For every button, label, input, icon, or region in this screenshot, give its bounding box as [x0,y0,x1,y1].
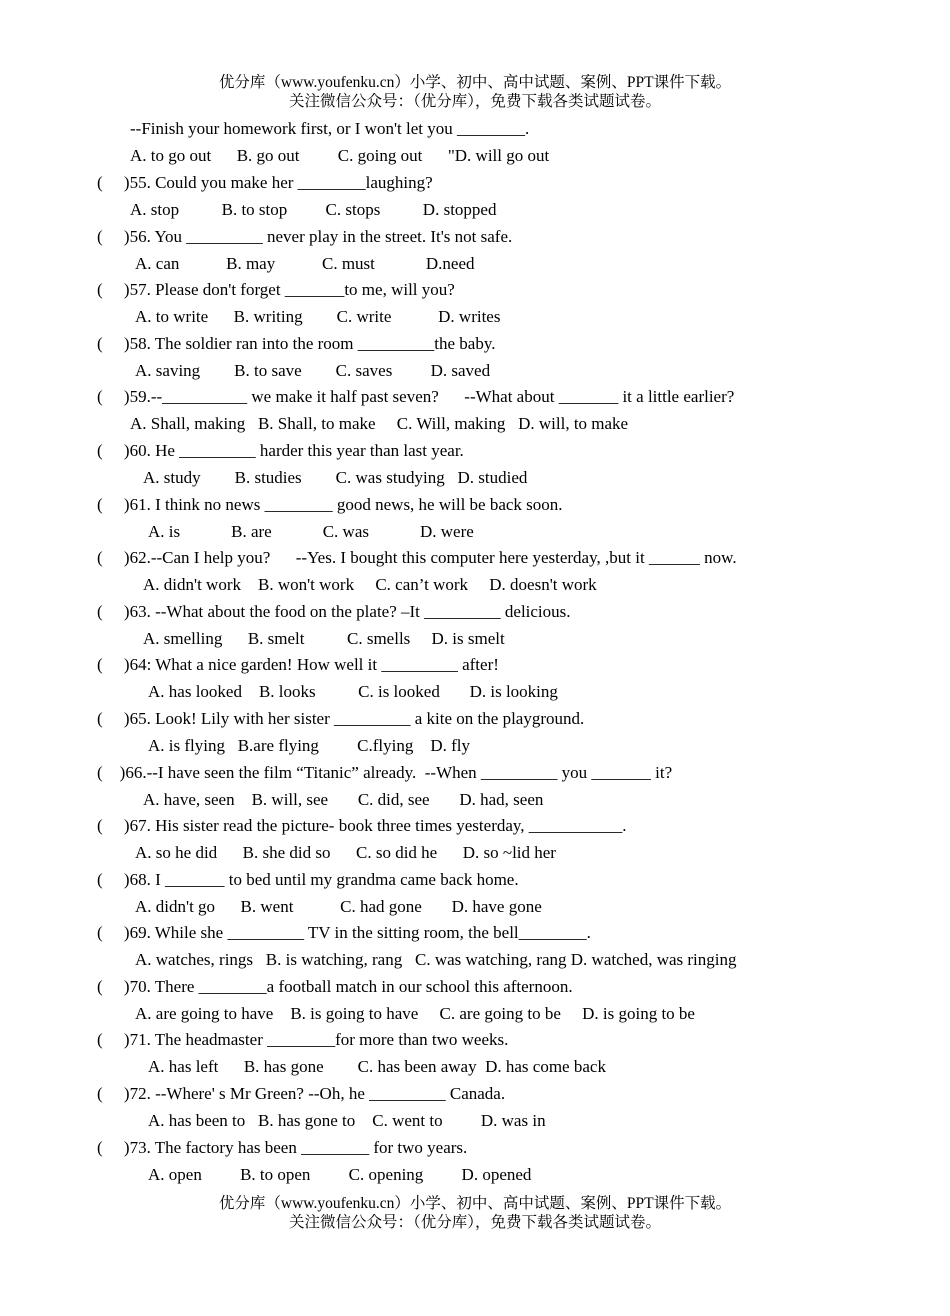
question-65: ( )65. Look! Lily with her sister _________ a kite on the playground. [97,709,585,728]
options-69: A. watches, rings B. is watching, rang C. was watching, rang D. watched, was ringing [135,950,737,969]
header-line-1: 优分库（www.youfenku.cn）小学、初中、高中试题、案例、PPT课件下载。 [218,74,732,91]
question-62: ( )62.--Can I help you? --Yes. I bought this computer here yesterday, ,but it ______ now. [97,548,737,567]
question-56: ( )56. You _________ never play in the street. It's not safe. [97,227,513,246]
options-66: A. have, seen B. will, see C. did, see D. had, seen [143,790,544,809]
options-68: A. didn't go B. went C. had gone D. have gone [135,897,542,916]
header-line-2: 关注微信公众号：（优分库），免费下载各类试题试卷。 [288,93,661,110]
question-64: ( )64: What a nice garden! How well it _________ after! [97,655,499,674]
question-60: ( )60. He _________ harder this year than last year. [97,441,464,460]
options-56: A. can B. may C. must D.need [135,254,475,273]
question-55: ( )55. Could you make her ________laughing? [97,173,433,192]
options-65: A. is flying B.are flying C.flying D. fly [148,736,471,755]
options-70: A. are going to have B. is going to have C. are going to be D. is going to be [135,1004,695,1023]
question-71: ( )71. The headmaster ________for more than two weeks. [97,1030,509,1049]
question-59: ( )59.--__________ we make it half past seven? --What about _______ it a little earlier? [97,387,735,406]
question-63: ( )63. --What about the food on the plate? –It _________ delicious. [97,602,571,621]
options-60: A. study B. studies C. was studying D. studied [143,468,528,487]
options-64: A. has looked B. looks C. is looked D. is looking [148,682,558,701]
options-73: A. open B. to open C. opening D. opened [148,1165,532,1184]
options-58: A. saving B. to save C. saves D. saved [135,361,491,380]
footer-line-2: 关注微信公众号：（优分库），免费下载各类试题试卷。 [288,1214,661,1231]
options-57: A. to write B. writing C. write D. writes [135,307,501,326]
question-58: ( )58. The soldier ran into the room _________the baby. [97,334,496,353]
options-72: A. has been to B. has gone to C. went to D. was in [148,1111,546,1130]
question-70: ( )70. There ________a football match in our school this afternoon. [97,977,573,996]
intro-options: A. to go out B. go out C. going out "D. will go out [130,146,550,165]
footer-line-1: 优分库（www.youfenku.cn）小学、初中、高中试题、案例、PPT课件下载。 [218,1195,732,1212]
options-63: A. smelling B. smelt C. smells D. is smelt [143,629,505,648]
question-69: ( )69. While she _________ TV in the sitting room, the bell________. [97,923,591,942]
options-61: A. is B. are C. was D. were [148,522,474,541]
options-71: A. has left B. has gone C. has been away D. has come back [148,1057,606,1076]
question-57: ( )57. Please don't forget _______to me, will you? [97,280,455,299]
question-72: ( )72. --Where' s Mr Green? --Oh, he _________ Canada. [97,1084,506,1103]
question-67: ( )67. His sister read the picture- book three times yesterday, ___________. [97,816,627,835]
options-55: A. stop B. to stop C. stops D. stopped [130,200,497,219]
options-59: A. Shall, making B. Shall, to make C. Will, making D. will, to make [130,414,629,433]
options-62: A. didn't work B. won't work C. can’t work D. doesn't work [143,575,597,594]
question-61: ( )61. I think no news ________ good news, he will be back soon. [97,495,563,514]
intro-question: --Finish your homework first, or I won't let you ________. [130,119,530,138]
options-67: A. so he did B. she did so C. so did he D. so ~lid her [135,843,556,862]
question-66: ( )66.--I have seen the film “Titanic” already. --When _________ you _______ it? [97,763,673,782]
question-68: ( )68. I _______ to bed until my grandma came back home. [97,870,519,889]
question-73: ( )73. The factory has been ________ for two years. [97,1138,468,1157]
